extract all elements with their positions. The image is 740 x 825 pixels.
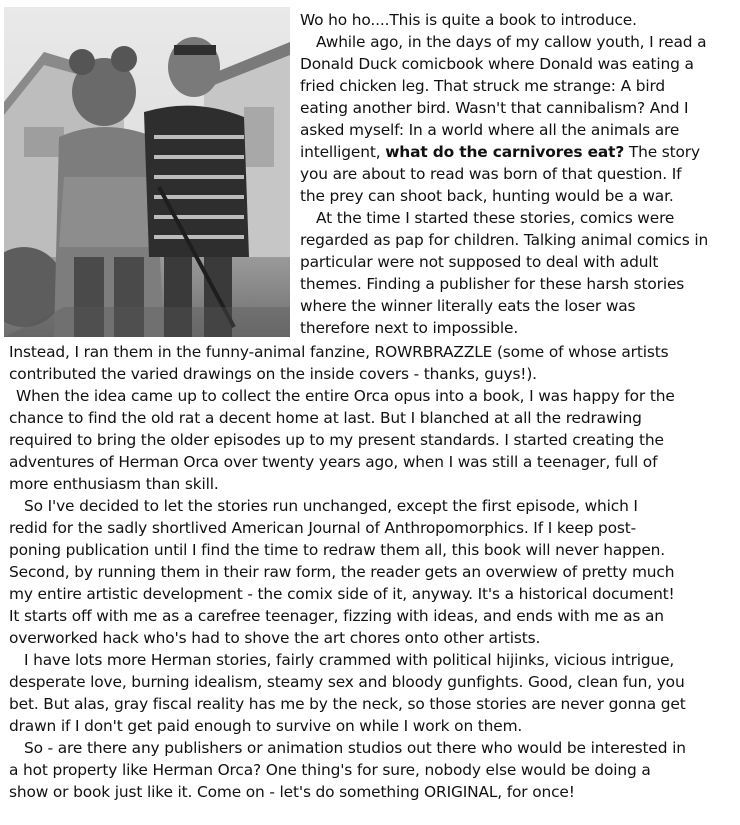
side-line-7 [300, 141, 738, 163]
body-line-13: It starts off with me as a carefree teenager, fizzing with ideas, and ends with me as an [9, 607, 664, 625]
body-line-18: drawn if I don't get paid enough to survive on while I work on them. [9, 717, 523, 735]
side-line-3: Donald Duck comicbook where Donald was eating a [300, 55, 694, 73]
side-line-15: therefore next to impossible. [300, 319, 519, 337]
side-line-4: fried chicken leg. That struck me strange: A bird [300, 77, 665, 95]
side-line-13: themes. Finding a publisher for these harsh stories [300, 275, 685, 293]
body-line-7: more enthusiasm than skill. [9, 475, 219, 493]
side-line-7-pre: intelligent, [300, 143, 386, 161]
body-line-8: So I've decided to let the stories run unchanged, except the first episode, which I [24, 497, 638, 515]
side-line-2: Awhile ago, in the days of my callow youth, I read a [316, 33, 707, 51]
body-line-20: a hot property like Herman Orca? One thing's for sure, nobody else would be doing a [9, 761, 651, 779]
body-line-3: When the idea came up to collect the entire Orca opus into a book, I was happy for the [16, 387, 675, 405]
side-line-8: you are about to read was born of that question. If [300, 165, 682, 183]
body-line-19: So - are there any publishers or animation studios out there who would be interested in [24, 739, 686, 757]
body-line-2: contributed the varied drawings on the inside covers - thanks, guys!). [9, 365, 537, 383]
body-line-1: Instead, I ran them in the funny-animal fanzine, ROWRBRAZZLE (some of whose artists [9, 343, 669, 361]
side-line-6: asked myself: In a world where all the animals are [300, 121, 680, 139]
intro-text-column [300, 9, 738, 339]
body-line-10: poning publication until I find the time to redraw them all, this book will never happen. [9, 541, 666, 559]
side-line-7-post: The story [624, 143, 700, 161]
body-line-6: adventures of Herman Orca over twenty years ago, when I was still a teenager, full of [9, 453, 658, 471]
body-line-15: I have lots more Herman stories, fairly crammed with political hijinks, vicious intrigue, [24, 651, 675, 669]
body-text [9, 341, 737, 803]
side-line-9: the prey can shoot back, hunting would be a war. [300, 187, 674, 205]
body-line-21: show or book just like it. Come on - let's do something ORIGINAL, for once! [9, 783, 575, 801]
body-line-5: required to bring the older episodes up to my present standards. I started creating the [9, 431, 664, 449]
body-line-17: bet. But alas, gray fiscal reality has me by the neck, so those stories are never gonna get [9, 695, 686, 713]
side-line-1: Wo ho ho....This is quite a book to introduce. [300, 11, 637, 29]
side-line-14: where the winner literally eats the loser was [300, 297, 636, 315]
side-line-12: particular were not supposed to deal with adult [300, 253, 659, 271]
body-line-16: desperate love, burning idealism, steamy sex and bloody gunfights. Good, clean fun, you [9, 673, 685, 691]
side-line-5: eating another bird. Wasn't that cannibalism? And I [300, 99, 689, 117]
side-line-10: At the time I started these stories, comics were [316, 209, 675, 227]
side-line-11: regarded as pap for children. Talking animal comics in [300, 231, 709, 249]
author-photo-image [4, 7, 290, 337]
author-photo [4, 7, 290, 337]
body-line-12: my entire artistic development - the comix side of it, anyway. It's a historical document! [9, 585, 675, 603]
body-line-9: redid for the sadly shortlived American Journal of Anthropomorphics. If I keep post- [9, 519, 637, 537]
body-line-14: overworked hack who's had to shove the art chores onto other artists. [9, 629, 541, 647]
bold-question: what do the carnivores eat? [385, 143, 625, 161]
body-line-4: chance to find the old rat a decent home at last. But I blanched at all the redrawing [9, 409, 642, 427]
body-line-11: Second, by running them in their raw form, the reader gets an overwiew of pretty much [9, 563, 675, 581]
